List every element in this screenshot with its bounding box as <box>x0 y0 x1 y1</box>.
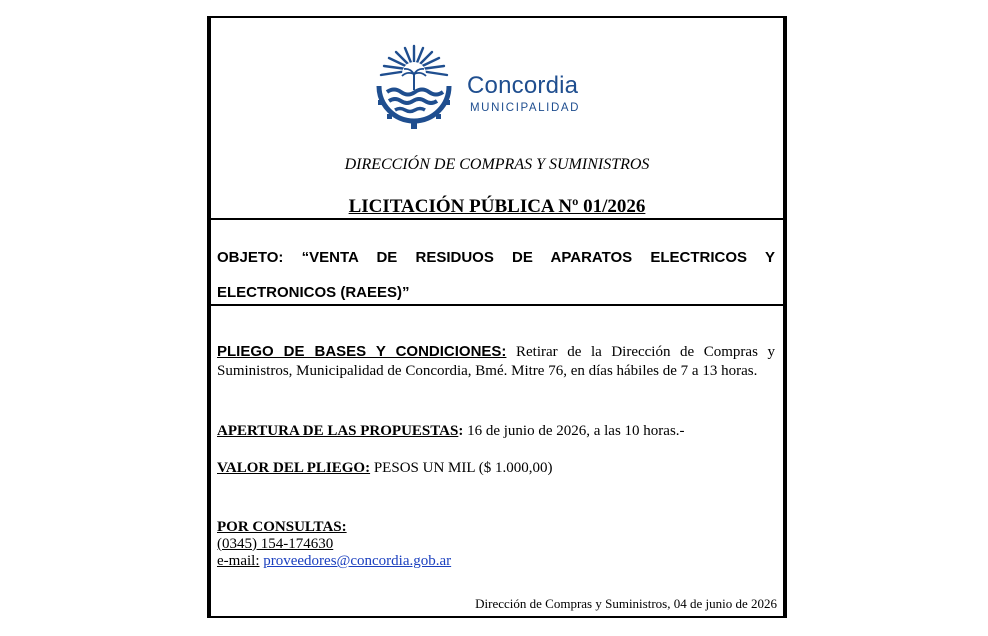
brand-name: Concordia <box>467 72 579 99</box>
valor-label: VALOR DEL PLIEGO: <box>217 460 371 476</box>
divider-bottom <box>211 304 783 306</box>
consultas-label: POR CONSULTAS: <box>217 519 347 535</box>
pliego-section <box>217 342 775 381</box>
pliego-text: Retirar de la Dirección de Compras y Suministros, Municipalidad de Concordia, Bmé. Mitre 76, en días hábiles de 7 a 13 horas. <box>217 344 775 379</box>
apertura-colon: : <box>458 423 464 439</box>
apertura-text: 16 de junio de 2026, a las 10 horas.- <box>463 423 685 439</box>
tender-title: LICITACIÓN PÚBLICA Nº 01/2026 <box>348 196 646 217</box>
consultas-phone: (0345) 154-174630 <box>217 536 334 552</box>
brand-subtitle: MUNICIPALIDAD <box>470 102 581 114</box>
valor-text: PESOS UN MIL ($ 1.000,00) <box>370 460 553 476</box>
footer-signature: Dirección de Compras y Suministros, 04 de junio de 2026 <box>475 596 777 611</box>
email-link[interactable]: proveedores@concordia.gob.ar <box>263 553 452 569</box>
consultas-email-line <box>217 553 775 570</box>
apertura-label: APERTURA DE LAS PROPUESTAS <box>217 423 459 439</box>
divider-top <box>211 218 783 220</box>
objeto-text: OBJETO: “VENTA DE RESIDUOS DE APARATOS ELECTRICOS Y ELECTRONICOS (RAEES)” <box>217 249 775 301</box>
tender-notice <box>207 16 787 618</box>
pliego-label: PLIEGO DE BASES Y CONDICIONES: <box>217 343 507 360</box>
municipal-logo <box>369 40 609 132</box>
consultas-section <box>217 519 775 570</box>
apertura-section <box>217 422 775 441</box>
valor-section <box>217 459 775 478</box>
sun-emblem-icon <box>369 40 459 132</box>
email-label: e-mail: <box>217 553 260 569</box>
department-heading: DIRECCIÓN DE COMPRAS Y SUMINISTROS <box>344 156 650 173</box>
